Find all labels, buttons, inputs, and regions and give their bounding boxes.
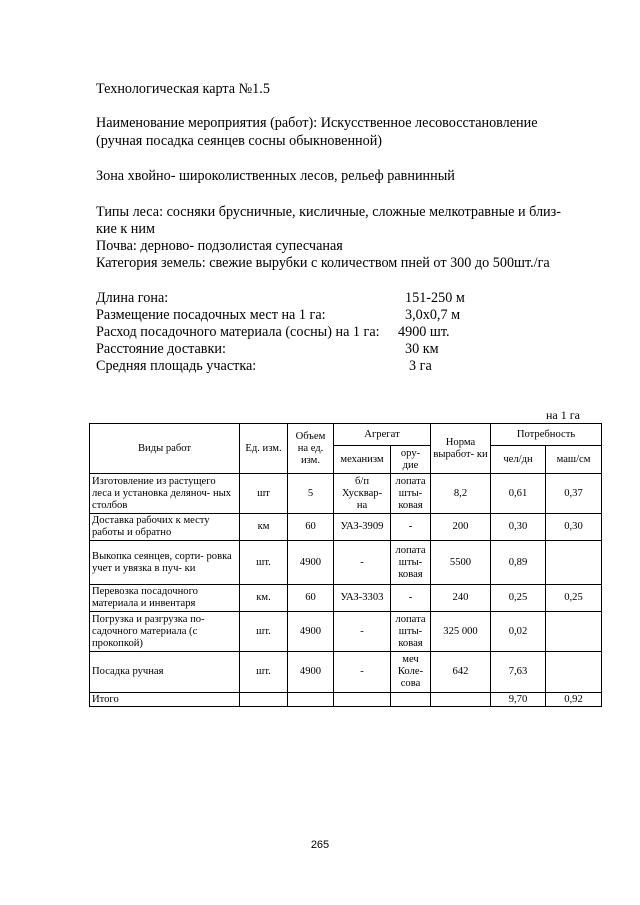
cell-mechanism: - [334, 541, 391, 585]
cell-machine [546, 652, 602, 693]
forest-zone: Зона хвойно- широколиственных лесов, рельеф равнинный [96, 168, 455, 184]
table-row [90, 474, 602, 514]
unit-note: на 1 га [546, 408, 580, 422]
header-man-days: чел/дн [491, 446, 546, 474]
page-number: 265 [310, 839, 330, 851]
cell-empty [288, 693, 334, 707]
total-row [90, 693, 602, 707]
cell-unit: шт. [240, 612, 288, 652]
document-title: Технологическая карта №1.5 [96, 81, 270, 97]
cell-unit: шт. [240, 652, 288, 693]
cell-work: Изготовление из растущего леса и установка деляноч- ных столбов [90, 474, 240, 514]
cell-unit: шт [240, 474, 288, 514]
cell-work: Перевозка посадочного материала и инвентаря [90, 585, 240, 612]
header-tool: ору- дие [391, 446, 431, 474]
cell-volume: 4900 [288, 612, 334, 652]
header-unit: Ед. изм. [240, 424, 288, 474]
cell-work: Доставка рабочих к месту работы и обратно [90, 514, 240, 541]
param-label-spacing: Размещение посадочных мест на 1 га: [96, 307, 326, 323]
header-row-1 [90, 424, 602, 446]
table-row [90, 541, 602, 585]
header-machine: маш/см [546, 446, 602, 474]
cell-tool: лопата шты- ковая [391, 474, 431, 514]
table-row [90, 585, 602, 612]
cell-machine [546, 612, 602, 652]
cell-work: Посадка ручная [90, 652, 240, 693]
cell-tool: - [391, 585, 431, 612]
works-table [89, 423, 602, 707]
header-works: Виды работ [90, 424, 240, 474]
table-row [90, 514, 602, 541]
cell-empty [391, 693, 431, 707]
forest-types-line1: Типы леса: сосняки брусничные, кисличные, сложные мелкотравные и близ- [96, 204, 561, 220]
activity-name-line1: Наименование мероприятия (работ): Искусственное лесовосстановление [96, 115, 538, 131]
cell-volume: 60 [288, 514, 334, 541]
cell-empty [431, 693, 491, 707]
param-value-consumption: 4900 шт. [398, 324, 450, 340]
param-label-distance: Расстояние доставки: [96, 341, 226, 357]
cell-machine: 0,30 [546, 514, 602, 541]
cell-work: Выкопка сеянцев, сорти- ровка учет и увязка в пуч- ки [90, 541, 240, 585]
table-row [90, 612, 602, 652]
param-value-spacing: 3,0х0,7 м [405, 307, 461, 323]
activity-name-line2: (ручная посадка сеянцев сосны обыкновенной) [96, 133, 383, 149]
cell-machine: 0,37 [546, 474, 602, 514]
header-volume: Объем на ед. изм. [288, 424, 334, 474]
table-row [90, 652, 602, 693]
cell-norm: 325 000 [431, 612, 491, 652]
cell-tool: - [391, 514, 431, 541]
cell-mechanism: б/п Хусквар- на [334, 474, 391, 514]
total-machine: 0,92 [546, 693, 602, 707]
cell-volume: 60 [288, 585, 334, 612]
param-value-distance: 30 км [405, 341, 439, 357]
cell-man-days: 0,25 [491, 585, 546, 612]
cell-man-days: 0,89 [491, 541, 546, 585]
cell-tool: лопата шты- ковая [391, 612, 431, 652]
cell-mechanism: - [334, 652, 391, 693]
param-value-run-length: 151-250 м [405, 290, 465, 306]
cell-machine [546, 541, 602, 585]
cell-man-days: 7,63 [491, 652, 546, 693]
cell-volume: 5 [288, 474, 334, 514]
cell-volume: 4900 [288, 541, 334, 585]
cell-unit: км. [240, 585, 288, 612]
cell-norm: 8,2 [431, 474, 491, 514]
total-man-days: 9,70 [491, 693, 546, 707]
cell-empty [240, 693, 288, 707]
header-need: Потребность [491, 424, 602, 446]
cell-work: Погрузка и разгрузка по- садочного материала (с прокопкой) [90, 612, 240, 652]
total-label: Итого [90, 693, 240, 707]
soil: Почва: дерново- подзолистая супесчаная [96, 238, 343, 254]
cell-norm: 5500 [431, 541, 491, 585]
cell-man-days: 0,02 [491, 612, 546, 652]
land-category: Категория земель: свежие вырубки с количеством пней от 300 до 500шт./га [96, 255, 550, 271]
param-label-area: Средняя площадь участка: [96, 358, 257, 374]
cell-empty [334, 693, 391, 707]
cell-tool: меч Коле- сова [391, 652, 431, 693]
forest-types-line2: кие к ним [96, 221, 155, 237]
cell-man-days: 0,61 [491, 474, 546, 514]
cell-norm: 200 [431, 514, 491, 541]
cell-unit: шт. [240, 541, 288, 585]
cell-mechanism: УАЗ-3909 [334, 514, 391, 541]
cell-tool: лопата шты- ковая [391, 541, 431, 585]
cell-man-days: 0,30 [491, 514, 546, 541]
param-label-run-length: Длина гона: [96, 290, 169, 306]
cell-volume: 4900 [288, 652, 334, 693]
cell-unit: км [240, 514, 288, 541]
cell-mechanism: - [334, 612, 391, 652]
cell-norm: 240 [431, 585, 491, 612]
cell-mechanism: УАЗ-3303 [334, 585, 391, 612]
param-label-consumption: Расход посадочного материала (сосны) на 1 га: [96, 324, 380, 340]
header-norm: Норма выработ- ки [431, 424, 491, 474]
header-aggregate: Агрегат [334, 424, 431, 446]
param-value-area: 3 га [409, 358, 432, 374]
header-mechanism: механизм [334, 446, 391, 474]
cell-machine: 0,25 [546, 585, 602, 612]
cell-norm: 642 [431, 652, 491, 693]
